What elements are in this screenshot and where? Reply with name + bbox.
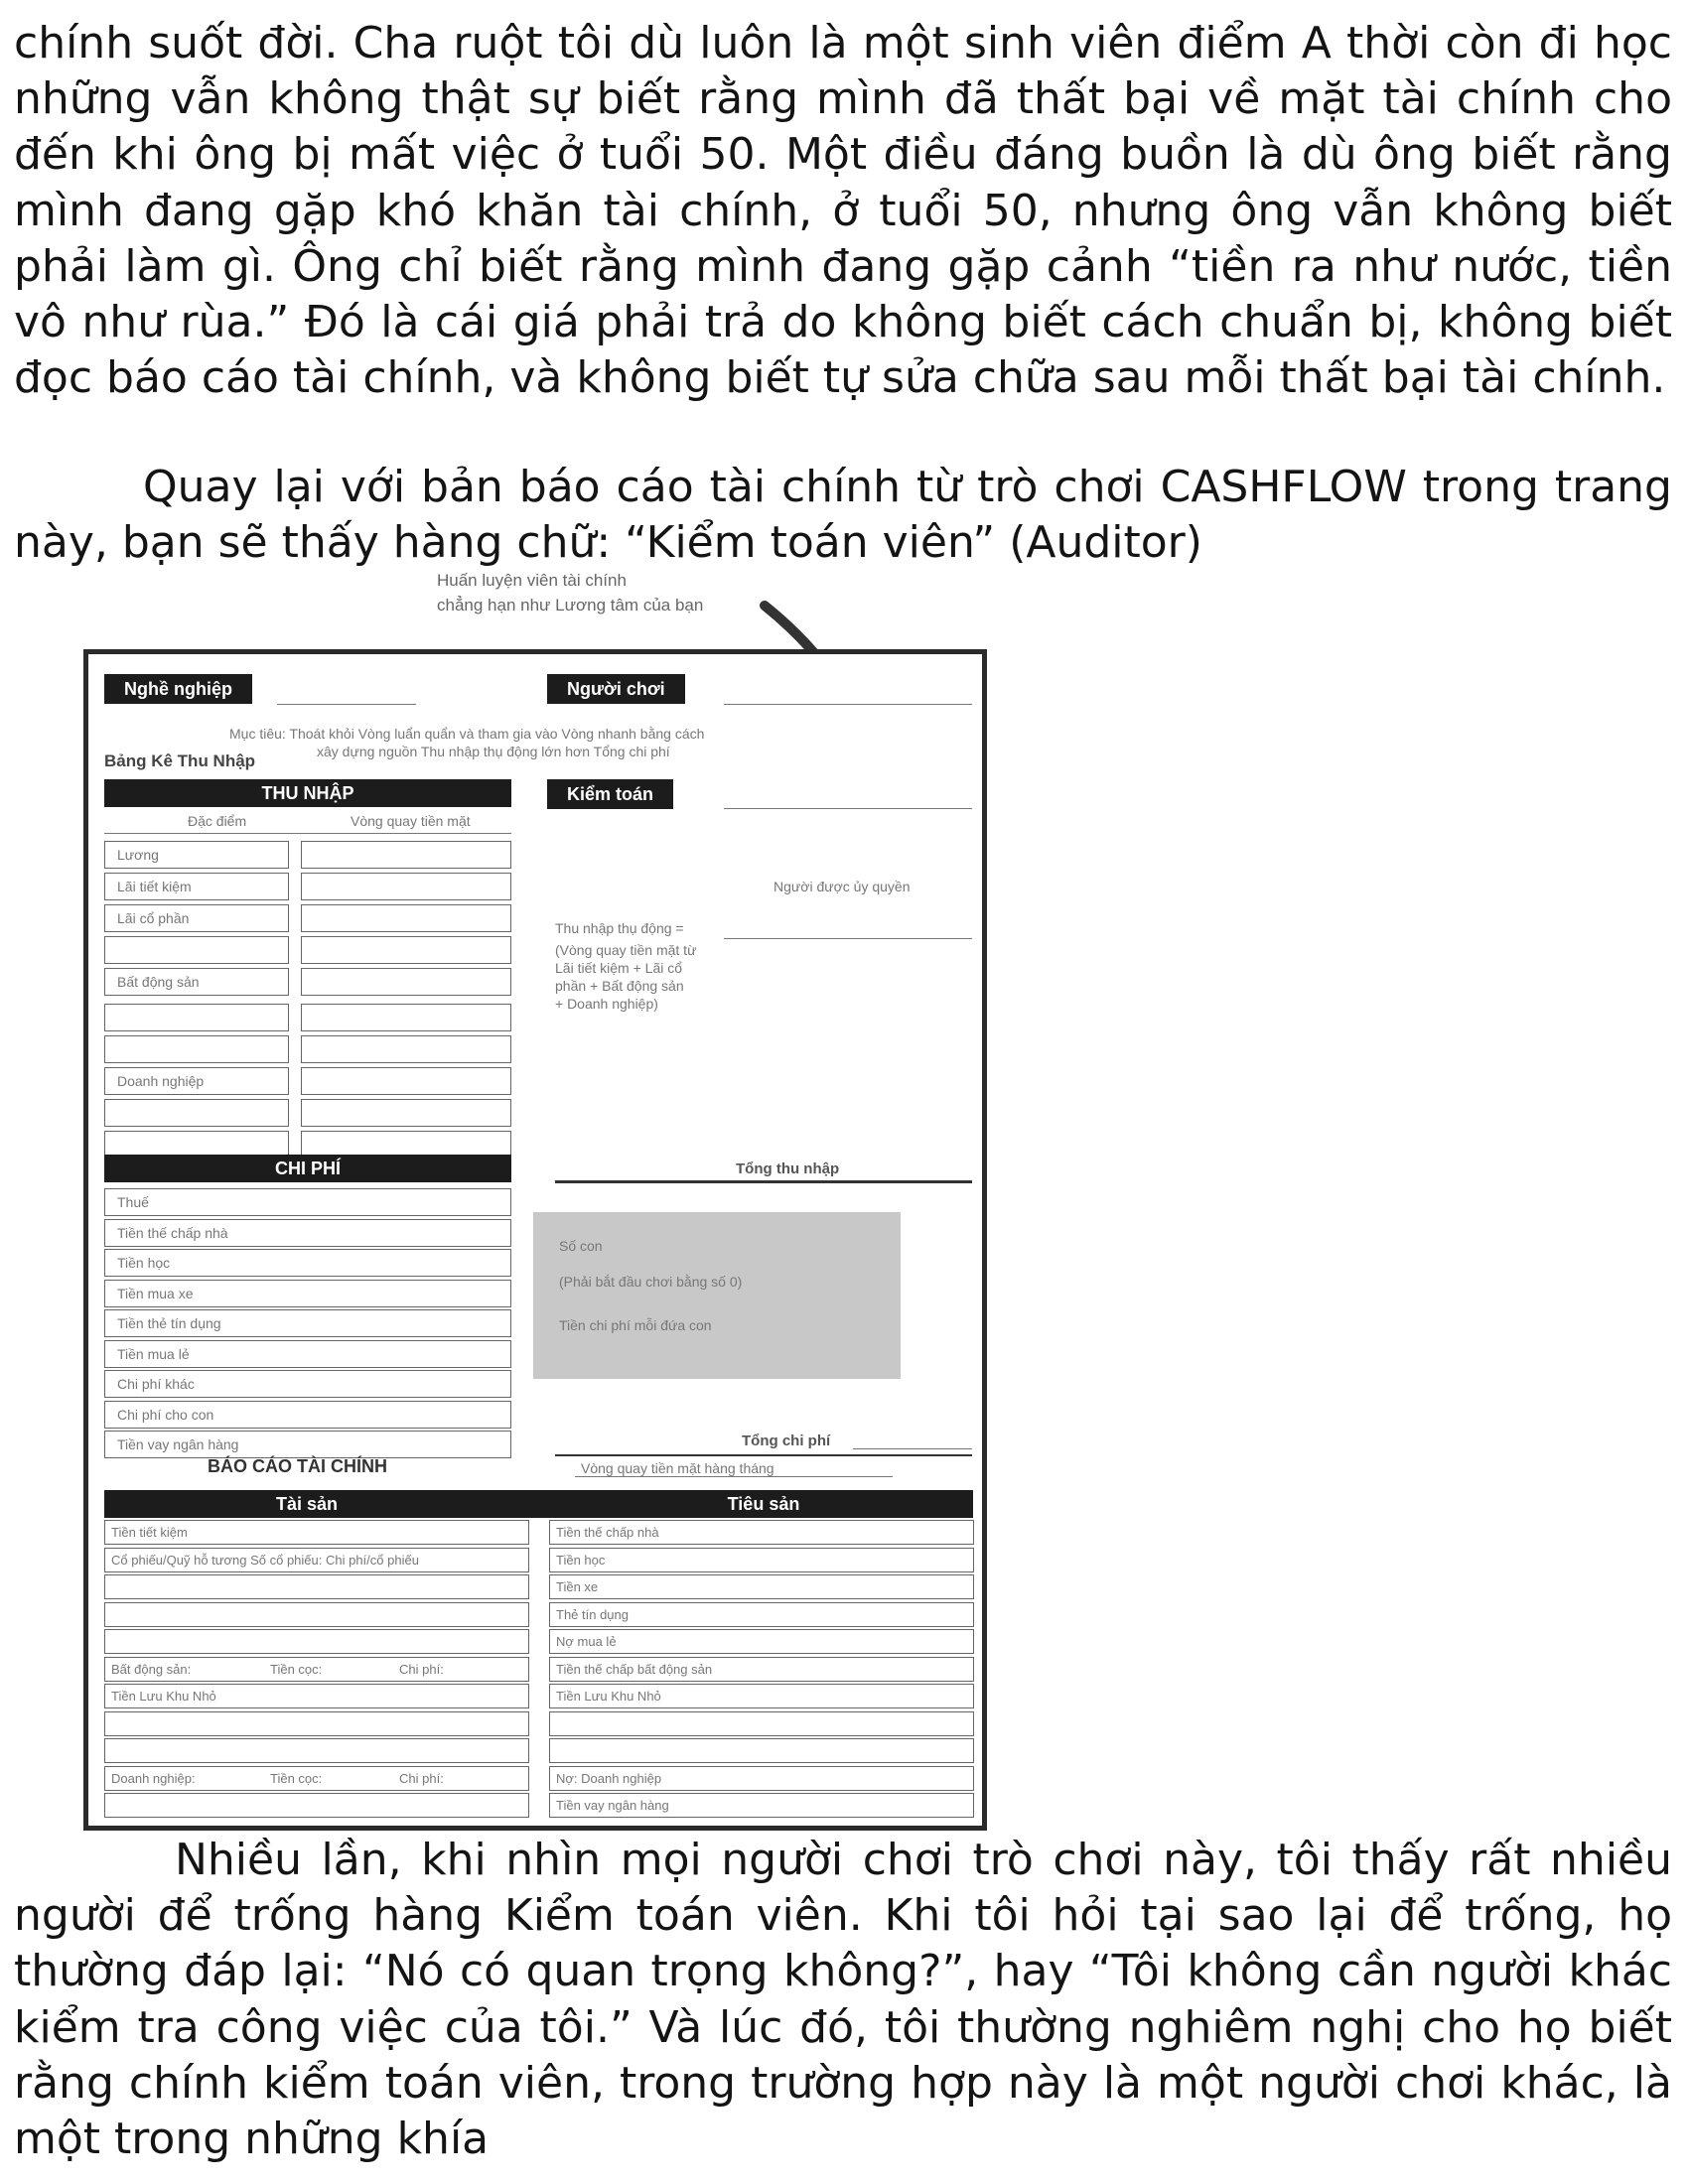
annotation-financial-coach [437,568,703,617]
monthly-cashflow-label: Vòng quay tiền mặt hàng tháng [581,1460,774,1476]
expense-header: CHI PHÍ [104,1155,511,1182]
asset-row[interactable] [104,1657,529,1682]
asset-row-cost: Chi phí: [399,1661,444,1677]
player-line [724,704,972,705]
liabilities-header: Tiêu sản [727,1494,800,1514]
paragraph-top: chính suốt đời. Cha ruột tôi dù luôn là một sinh viên điểm A thời còn đi học những vẫn không thật sự biết rằng mình đã thất bại về mặt tài chính cho đến khi ông bị mất việc ở tuổi 50. Một điều đáng buồn là dù ông biết rằng mình đang gặp khó khăn tài chính, ở tuổi 50, nhưng ông vẫn không biết phải làm gì. Ông chỉ biết rằng mình đang gặp cảnh “tiền ra như nước, tiền vô như rùa.” Đó là cái giá phải trả do không biết cách chuẩn bị, không biết đọc báo cáo tài chính, và không biết tự sửa chữa sau mỗi thất bại tài chính. [14,18,1672,404]
total-expense-divider [555,1454,972,1456]
liability-row[interactable]: Thẻ tín dụng [549,1602,974,1627]
goal-line-1: Mục tiêu: Thoát khỏi Vòng luẩn quẩn và tham gia vào Vòng nhanh bằng cách [229,726,705,742]
passive-income-line-3: phần + Bất động sản [555,978,684,994]
children-box [533,1212,901,1379]
balance-sheet-title: BÁO CÁO TÀI CHÍNH [208,1456,387,1476]
asset-row-deposit: Tiền cọc: [270,1661,323,1677]
authorized-person-label: Người được ủy quyền [774,879,911,894]
income-col-divider [104,833,511,834]
income-row-value[interactable] [301,1004,511,1031]
income-row-value[interactable] [301,1067,511,1095]
asset-row[interactable] [104,1738,529,1763]
income-col-cashflow: Vòng quay tiền mặt [351,813,471,829]
income-row-label [104,1099,289,1127]
asset-row[interactable] [104,1574,529,1599]
passive-income-line-4: + Doanh nghiệp) [555,996,658,1012]
audit-tag: Kiểm toán [547,779,673,809]
total-income-line [555,1180,972,1183]
liability-row[interactable]: Nợ: Doanh nghiệp [549,1766,974,1791]
cashflow-financial-statement [83,649,987,1831]
liability-row[interactable]: Tiền vay ngân hàng [549,1793,974,1818]
asset-row[interactable] [104,1766,529,1791]
income-row-value[interactable] [301,904,511,932]
income-row-label: Lương [104,841,289,869]
asset-row[interactable] [104,1520,529,1545]
expense-row[interactable]: Chi phí khác [104,1370,511,1398]
liability-row[interactable]: Tiền học [549,1548,974,1572]
paragraph-cashflow-intro: Quay lại với bản báo cáo tài chính từ trò chơi CASHFLOW trong trang này, bạn sẽ thấy hàng chữ: “Kiểm toán viên” (Auditor) [14,462,1672,569]
income-row-label: Doanh nghiệp [104,1067,289,1095]
income-row-label [104,1004,289,1031]
total-income-label: Tổng thu nhập [736,1160,840,1177]
audit-line [724,808,972,809]
passive-income-line-1: (Vòng quay tiền mặt từ [555,942,697,958]
liability-row[interactable]: Nợ mua lẻ [549,1629,974,1654]
expense-row[interactable]: Tiền mua lẻ [104,1340,511,1368]
income-row-value[interactable] [301,936,511,964]
monthly-cashflow-line [575,1476,893,1477]
income-col-feature: Đặc điểm [188,813,247,829]
player-tag: Người chơi [547,674,685,704]
asset-row[interactable] [104,1711,529,1736]
expense-row[interactable]: Thuế [104,1188,511,1216]
asset-row[interactable] [104,1793,529,1818]
asset-row[interactable] [104,1684,529,1708]
liability-row[interactable]: Tiền thế chấp bất động sản [549,1657,974,1682]
expense-row[interactable]: Tiền thẻ tín dụng [104,1309,511,1337]
expense-row[interactable]: Tiền mua xe [104,1280,511,1307]
passive-income-line-2: Lãi tiết kiệm + Lãi cổ [555,960,683,976]
income-row-label: Lãi tiết kiệm [104,873,289,900]
expense-row[interactable]: Tiền thế chấp nhà [104,1219,511,1247]
liability-row[interactable] [549,1738,974,1763]
goal-line-2: xây dựng nguồn Thu nhập thụ động lớn hơn Tổng chi phí [317,744,670,759]
income-row-value[interactable] [301,1035,511,1063]
total-expense-label: Tổng chi phí [742,1433,831,1449]
income-row-label: Bất động sản [104,968,289,996]
liability-row[interactable]: Tiền xe [549,1574,974,1599]
annotation-line-1: Huấn luyện viên tài chính [437,571,627,590]
income-row-value[interactable] [301,1099,511,1127]
liability-row[interactable]: Tiền Lưu Khu Nhỏ [549,1684,974,1708]
asset-row-label: Tiền Lưu Khu Nhỏ [111,1689,216,1704]
children-cost-label: Tiền chi phí mỗi đứa con [559,1317,712,1333]
children-count-label: Số con [559,1238,603,1254]
asset-row-label: Cổ phiếu/Quỹ hỗ tương Số cổ phiếu: Chi phí/cổ phiếu [111,1552,419,1568]
passive-income-line [724,938,972,939]
income-header: THU NHẬP [104,779,511,807]
asset-row[interactable] [104,1548,529,1572]
assets-header: Tài sản [275,1494,339,1514]
expense-row[interactable]: Tiền học [104,1249,511,1277]
profession-line [277,704,416,705]
annotation-line-2: chẳng hạn như Lương tâm của bạn [437,596,704,614]
income-statement-title: Bảng Kê Thu Nhập [104,751,256,770]
asset-row-label: Bất động sản: [111,1661,192,1677]
asset-row[interactable] [104,1602,529,1627]
profession-tag: Nghề nghiệp [104,674,252,704]
expense-row[interactable]: Chi phí cho con [104,1401,511,1429]
total-expense-line [853,1448,972,1449]
income-row-value[interactable] [301,968,511,996]
income-row-label [104,1035,289,1063]
passive-income-line-0: Thu nhập thụ động = [555,920,684,936]
children-start-label: (Phải bắt đầu chơi bằng số 0) [559,1274,743,1290]
income-row-value[interactable] [301,841,511,869]
income-row-label [104,936,289,964]
income-row-value[interactable] [301,873,511,900]
paragraph-bottom: Nhiều lần, khi nhìn mọi người chơi trò chơi này, tôi thấy rất nhiều người để trống hàng Kiểm toán viên. Khi tôi hỏi tại sao lại để trống, họ thường đáp lại: “Nó có quan trọng không?”, hay “Tôi không cần người khác kiểm tra công việc của tôi.” Và lúc đó, tôi thường nghiêm nghị cho họ biết rằng chính kiểm toán viên, trong trường hợp này là một người chơi khác, là một trong những khía [14,1835,1672,2165]
asset-row-label: Tiền tiết kiệm [111,1525,188,1540]
asset-row[interactable] [104,1629,529,1654]
liability-row[interactable]: Tiền thế chấp nhà [549,1520,974,1545]
asset-row-deposit: Tiền cọc: [270,1770,323,1786]
asset-row-cost: Chi phí: [399,1770,444,1786]
income-row-label: Lãi cổ phần [104,904,289,932]
asset-row-label: Doanh nghiệp: [111,1770,196,1786]
liability-row[interactable] [549,1711,974,1736]
expense-row[interactable]: Tiền vay ngân hàng [104,1431,511,1458]
